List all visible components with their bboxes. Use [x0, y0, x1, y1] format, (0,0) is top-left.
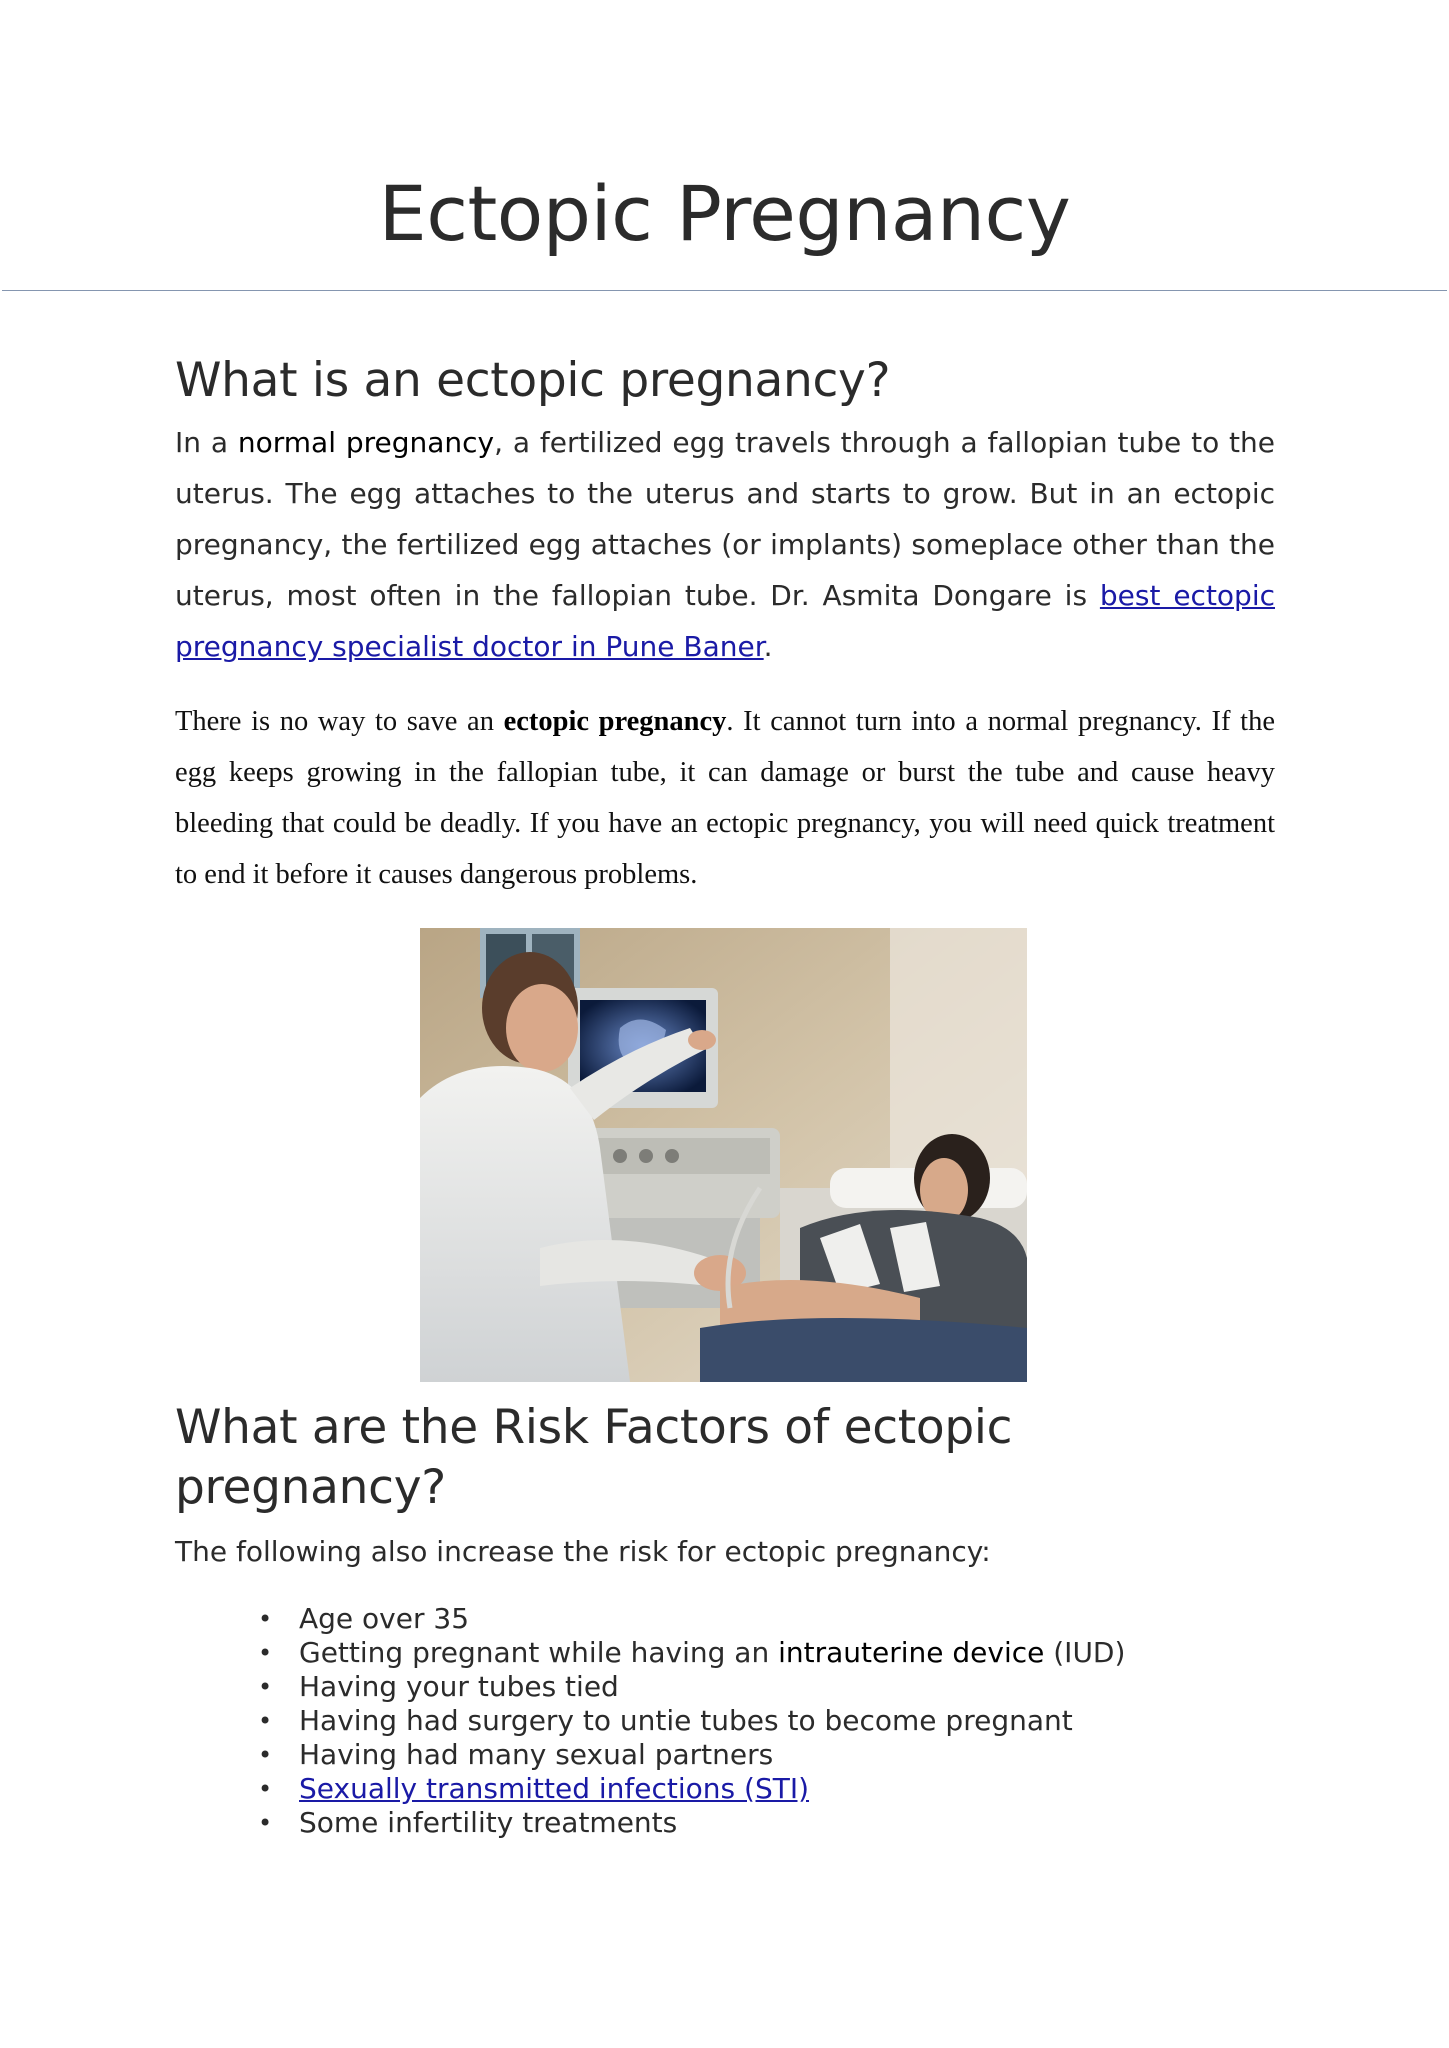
treatment-paragraph: There is no way to save an ectopic pregnancy. It cannot turn into a normal pregnancy. If the egg keeps growing in the fallopian tube, it can damage or burst the tube and cause heavy bleeding that could be deadly. If you have an ectopic pregnancy, you will need quick treatment to end it before it causes dangerous problems. — [175, 706, 1275, 891]
page-title: Ectopic Pregnancy — [378, 169, 1071, 258]
list-item: • Age over 35 — [258, 1602, 470, 1635]
ectopic-pregnancy-term: ectopic pregnancy — [503, 706, 727, 738]
section-risk-factors — [175, 1398, 1275, 1840]
specialist-doctor-link[interactable]: best ectopic pregnancy specialist doctor in Pune Baner — [175, 579, 1275, 664]
section-heading-what-is: What is an ectopic pregnancy? — [175, 353, 891, 408]
risk-intro-text: The following also increase the risk for ectopic pregnancy: — [175, 1535, 991, 1568]
list-item: • Some infertility treatments — [258, 1806, 678, 1839]
list-item: • Getting pregnant while having an intrauterine device (IUD) — [258, 1636, 1126, 1669]
section-heading-risk-factors: What are the Risk Factors of ectopic pregnancy? — [175, 1400, 1013, 1515]
list-item: • Having had many sexual partners — [258, 1738, 774, 1771]
title-divider — [2, 290, 1447, 291]
list-item: • Having your tubes tied — [258, 1670, 619, 1703]
ultrasound-exam-photo — [420, 928, 1027, 1382]
iud-term: intrauterine device — [778, 1636, 1045, 1669]
sti-link[interactable]: Sexually transmitted infections (STI) — [299, 1772, 810, 1805]
normal-pregnancy-term: normal pregnancy — [237, 426, 495, 460]
intro-paragraph: In a normal pregnancy, a fertilized egg travels through a fallopian tube to the uterus. The egg attaches to the uterus and starts to grow. But in an ectopic pregnancy, the fertilized egg attaches (or implants) someplace other than the uterus, most often in the fallopian tube. Dr. Asmita Dongare is best ectopic pregnancy specialist doctor in Pune Baner. — [175, 426, 1276, 664]
list-item: • Sexually transmitted infections (STI) — [258, 1772, 810, 1805]
list-item: • Having had surgery to untie tubes to become pregnant — [258, 1704, 1073, 1737]
section-what-is — [175, 350, 1275, 900]
photo-illustration — [420, 928, 1027, 1382]
risk-factor-list — [175, 1602, 1275, 1840]
